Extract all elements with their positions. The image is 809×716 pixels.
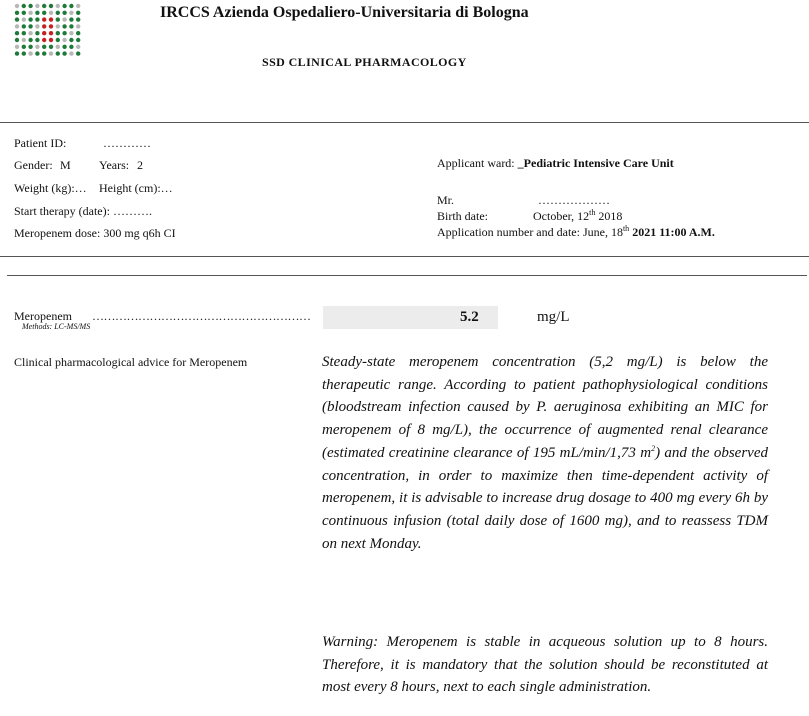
applicant-ward-label: Applicant ward: [437, 156, 515, 170]
method-label: Methods: LC-MS/MS [22, 322, 91, 331]
applicant-ward-row [437, 156, 674, 171]
patient-id-label: Patient ID: [14, 136, 67, 150]
mr-label: Mr. [437, 193, 455, 207]
section-divider [7, 275, 807, 276]
result-unit: mg/L [537, 309, 570, 325]
application-number-date: Application number and date: June, 18th 2021 11:00 A.M. [437, 224, 715, 239]
start-therapy-label: Start therapy (date): ………. [14, 204, 152, 218]
warning-text: Warning: Meropenem is stable in acqueous solution up to 8 hours. Therefore, it is mandatory that the solution should be reconstituted at most every 8 hours, next to each single administration. [322, 634, 768, 696]
dose-row [14, 226, 176, 241]
drug-dots: ………………………………………………… [92, 309, 311, 323]
years-value: 2 [137, 158, 143, 172]
patient-id-value: ………… [103, 136, 151, 150]
weight-label: Weight (kg):… [14, 181, 87, 195]
dose-label: Meropenem dose: [14, 226, 101, 240]
hospital-name: IRCCS Azienda Ospedaliero-Universitaria di Bologna [160, 4, 529, 21]
gender-label: Gender: [14, 158, 53, 172]
applicant-ward-value: _Pediatric Intensive Care Unit [517, 156, 674, 170]
advice-label: Clinical pharmacological advice for Meropenem [14, 355, 248, 369]
birth-date-label: Birth date: [437, 209, 488, 223]
hospital-logo [12, 2, 84, 58]
birth-date-value: October, 12th 2018 [533, 208, 623, 223]
years-label: Years: [99, 158, 130, 172]
mr-value: ……………… [538, 193, 610, 207]
height-label: Height (cm):… [99, 181, 173, 195]
result-value: 5.2 [460, 309, 479, 325]
gender-value: M [60, 158, 71, 172]
drug-name: Meropenem [14, 309, 72, 323]
department-title: SSD CLINICAL PHARMACOLOGY [262, 55, 467, 69]
advice-text: Steady-state meropenem concentration (5,2 mg/L) is below the therapeutic range. According to patient pathophysiological conditions (bloodstream infection caused by P. aeruginosa exhibiting an MIC for meropenem of 8 mg/L), the occurrence of augmented renal clearance (estimated creatinine clearance of 195 mL/min/1,73 $m^2$) and the observed concentration, in order to maximize then time-dependent activity of meropenem, it is advisable to increase drug dosage to 400 mg every 6h by continuous infusion (total daily dose of 1600 mg), and to reassess TDM on next Monday. [322, 354, 768, 552]
dose-value: 300 mg q6h CI [103, 226, 176, 240]
